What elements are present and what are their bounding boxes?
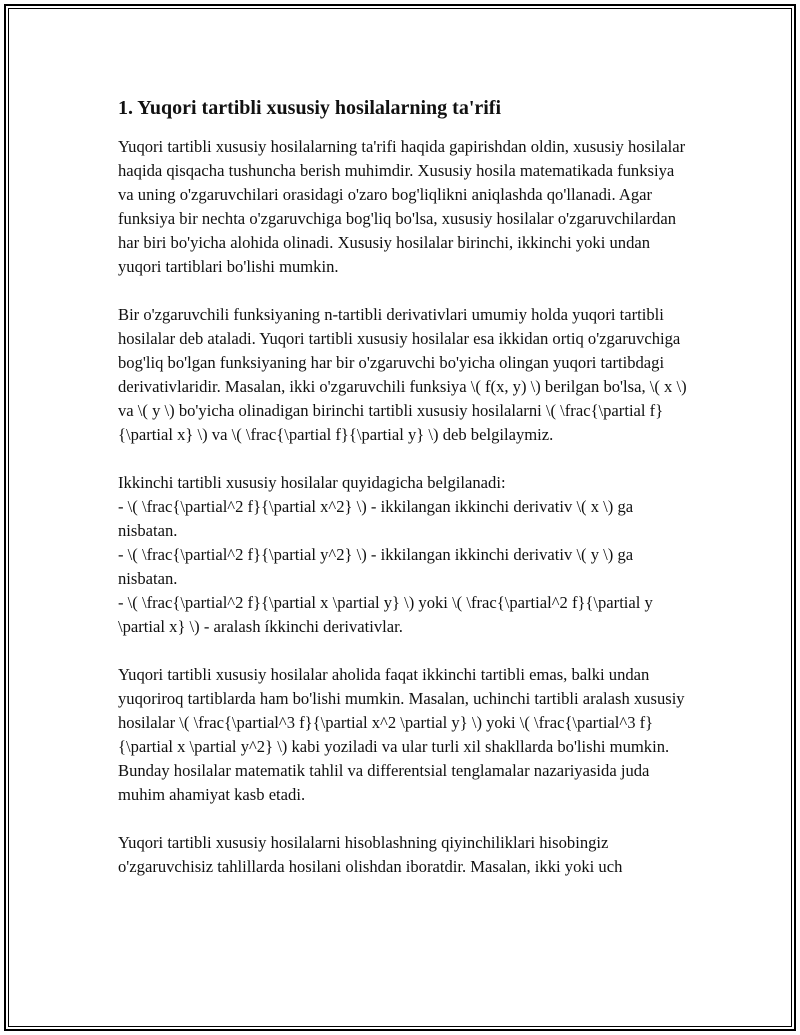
list-intro: Ikkinchi tartibli xususiy hosilalar quyidagicha belgilanadi: [118, 473, 506, 492]
document-body [118, 96, 688, 903]
list-item: - \( \frac{\partial^2 f}{\partial y^2} \) - ikkilangan ikkinchi derivativ \( y \) ga nisbatan. [118, 545, 634, 588]
paragraph-higher-order: Yuqori tartibli xususiy hosilalar aholida faqat ikkinchi tartibli emas, balki undan yuqoriroq tartiblarda ham bo'lishi mumkin. Masalan, uchinchi tartibli aralash xususiy hosilalar \( \frac{\partial^3 f}{\partial x^2 \partial y} \) yoki \( \frac{\partial^3 f}{\partial x \partial y^2} \) kabi yoziladi va ular turli xil shakllarda bo'lishi mumkin. Bunday hosilalar matematik tahlil va differentsial tenglamalar nazariyasida juda muhim ahamiyat kasb etadi. [118, 665, 685, 804]
second-order-list [118, 471, 688, 639]
paragraph-definition: Bir o'zgaruvchili funksiyaning n-tartibli derivativlari umumiy holda yuqori tartibli hosilalar deb ataladi. Yuqori tartibli xususiy hosilalar esa ikkidan ortiq o'zgaruvchiga bog'liq bo'lgan funksiyaning har bir o'zgaruvchi bo'yicha olingan yuqori tartibdagi derivativlaridir. Masalan, ikki o'zgaruvchili funksiya \( f(x, y) \) berilgan bo'lsa, \( x \) va \( y \) bo'yicha olinadigan birinchi tartibli xususiy hosilalarni \( \frac{\partial f}{\partial x} \) va \( \frac{\partial f}{\partial y} \) deb belgilaymiz. [118, 305, 687, 444]
paragraph-intro: Yuqori tartibli xususiy hosilalarning ta'rifi haqida gapirishdan oldin, xususiy hosilalar haqida qisqacha tushuncha berish muhimdir. Xususiy hosila matematikada funksiya va uning o'zgaruvchilari orasidagi o'zaro bog'liqlikni aniqlashda qo'llanadi. Agar funksiya bir nechta o'zgaruvchiga bog'liq bo'lsa, xususiy hosilalar o'zgaruvchilardan har biri bo'yicha alohida olinadi. Xususiy hosilalar birinchi, ikkinchi yoki undan yuqori tartiblari bo'lishi mumkin. [118, 137, 686, 276]
section-heading: 1. Yuqori tartibli xususiy hosilalarning ta'rifi [118, 97, 502, 119]
list-item: - \( \frac{\partial^2 f}{\partial x^2} \) - ikkilangan ikkinchi derivativ \( x \) ga nisbatan. [118, 497, 634, 540]
list-item: - \( \frac{\partial^2 f}{\partial x \partial y} \) yoki \( \frac{\partial^2 f}{\partial y \partial x} \) - aralash íkkinchi derivativlar. [118, 593, 653, 636]
paragraph-computation: Yuqori tartibli xususiy hosilalarni hisoblashning qiyinchiliklari hisobingiz o'zgaruvchisiz tahlillarda hosilani olishdan iboratdir. Masalan, ikki yoki uch [118, 833, 623, 876]
